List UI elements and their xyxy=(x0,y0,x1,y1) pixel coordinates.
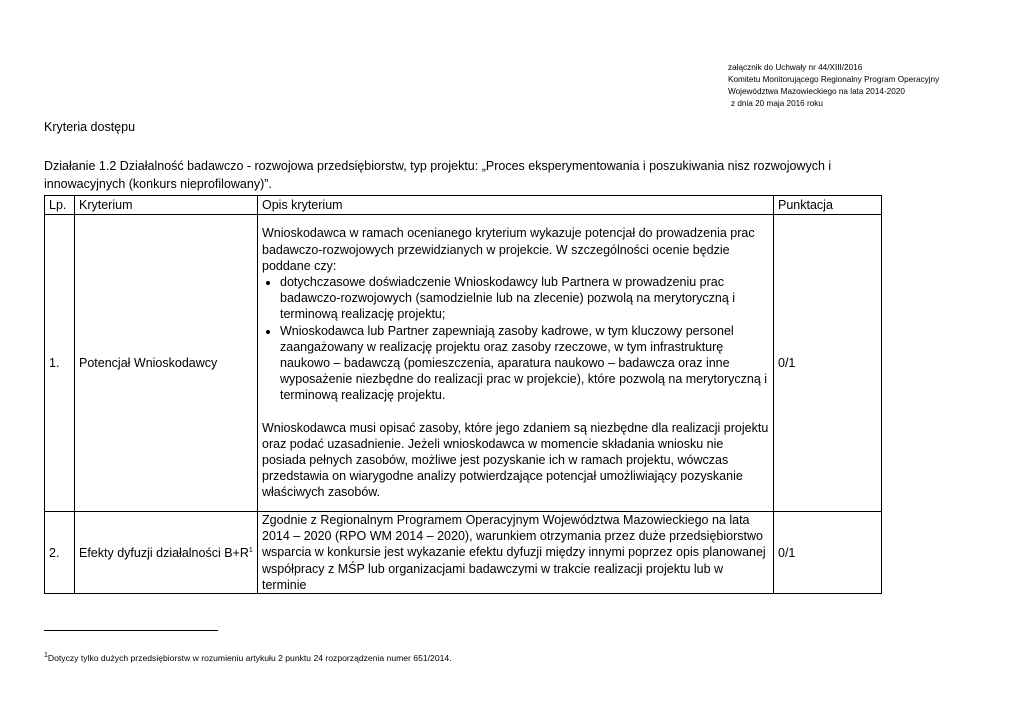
header-lp: Lp. xyxy=(45,196,75,215)
footnote-text: Dotyczy tylko dużych przedsiębiorstw w rozumieniu artykułu 2 punktu 24 rozporządzenia numer 651/2014. xyxy=(47,653,452,663)
row-number: 2. xyxy=(45,512,75,594)
description-bullets xyxy=(262,274,769,404)
criterion-description: Zgodnie z Regionalnym Programem Operacyjnym Województwa Mazowieckiego na lata 2014 – 2020 (RPO WM 2014 – 2020), warunkiem otrzymania przez duże przedsiębiorstwo wsparcia w konkursie jest wykazanie efektu dyfuzji między innymi poprzez opis planowanej współpracy z MŚP lub organizacjami badawczymi w trakcie realizacji projektu lub w terminie xyxy=(258,512,774,594)
row-number: 1. xyxy=(45,215,75,512)
action-description: Działanie 1.2 Działalność badawczo - rozwojowa przedsiębiorstw, typ projektu: „Proces eksperymentowania i poszukiwania nisz rozwojowych i innowacyjnych (konkurs nieprofilowany)”. xyxy=(44,159,832,191)
description-closing: Wnioskodawca musi opisać zasoby, które jego zdaniem są niezbędne dla realizacji projektu oraz podać uzasadnienie. Jeżeli wnioskodawca w momencie składania wniosku nie posiada pełnych zasobów, możliwe jest pozyskanie ich w ramach projektu, wówczas przedstawia on wiarygodne analizy potwierdzające potencjał umożliwiający pozyskanie właściwych zasobów. xyxy=(262,420,769,500)
resolution-note-line: Województwa Mazowieckiego na lata 2014-2020 xyxy=(728,87,905,96)
table-header-row xyxy=(45,196,882,215)
criterion-score: 0/1 xyxy=(774,512,882,594)
criterion-description xyxy=(258,215,774,512)
resolution-note-line: Komitetu Monitorującego Regionalny Program Operacyjny xyxy=(728,75,940,84)
header-description: Opis kryterium xyxy=(258,196,774,215)
footnote-reference: 1 xyxy=(248,546,253,554)
list-item: • Wnioskodawca lub Partner zapewniają zasoby kadrowe, w tym kluczowy personel zaangażowany w realizację projektu oraz zasoby rzeczowe, w tym infrastrukturę naukowo – badawczą (pomieszczenia, aparatura naukowo – badawcza oraz inne wyposażenie niezbędne do realizacji prac w projekcie), które pozwolą na merytoryczną i terminową realizację projektu. xyxy=(280,323,769,404)
table-row xyxy=(45,512,882,594)
table-row xyxy=(45,215,882,512)
criterion-score: 0/1 xyxy=(774,215,882,512)
page-title: Kryteria dostępu xyxy=(44,120,136,134)
footnote-number: 1 xyxy=(44,652,48,660)
resolution-note-line: załącznik do Uchwały nr 44/XIII/2016 xyxy=(728,63,863,72)
footnote-separator xyxy=(44,630,218,631)
description-intro: Wnioskodawca w ramach ocenianego kryterium wykazuje potencjał do prowadzenia prac badawczo-rozwojowych przewidzianych w projekcie. W szczególności ocenie będzie poddane czy: xyxy=(262,226,755,273)
criterion-name: Potencjał Wnioskodawcy xyxy=(75,215,258,512)
resolution-note xyxy=(728,62,939,110)
header-score: Punktacja xyxy=(774,196,882,215)
header-criterion: Kryterium xyxy=(75,196,258,215)
footnote xyxy=(44,653,452,663)
criterion-name: Efekty dyfuzji działalności B+R xyxy=(79,545,249,560)
resolution-note-date: z dnia 20 maja 2016 roku xyxy=(731,99,823,108)
list-item: • dotychczasowe doświadczenie Wnioskodawcy lub Partnera w prowadzeniu prac badawczo-rozwojowych (samodzielnie lub na zlecenie) pozwolą na merytoryczną i terminową realizację projektu; xyxy=(280,274,769,323)
criteria-table xyxy=(44,195,882,594)
criterion-name-cell xyxy=(75,512,258,594)
